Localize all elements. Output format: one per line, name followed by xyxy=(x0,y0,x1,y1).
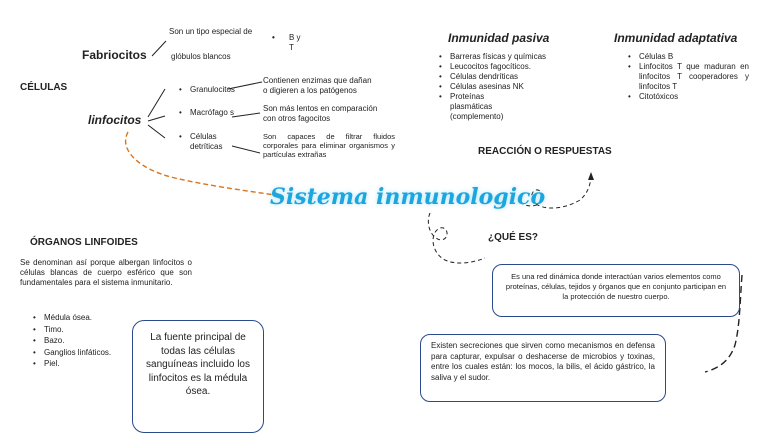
list-item: • Linfocitos T que maduran en linfocitos T cooperadores y linfocitos T xyxy=(639,62,749,92)
fuente-box xyxy=(132,320,264,433)
fabriocitos-bullet: • xyxy=(272,33,275,42)
secreciones-text: Existen secreciones que sirven como mecanismos en defensa para capturar, expulsar o deshacerse de microbios y toxinas, entre los cuales están: los mocos, la bilis, el ácido gástrico, la saliva y el sudor. xyxy=(431,341,655,382)
celulas-detriticas-desc: Son capaces de filtrar fluidos corporales para eliminar organismos y partículas extrañas xyxy=(263,132,395,159)
list-item: • Piel. xyxy=(44,358,164,370)
list-item: • Proteínas plasmáticas (complemento) xyxy=(450,92,520,122)
fabriocitos-t: T xyxy=(289,43,294,52)
fabriocitos-connector xyxy=(152,41,166,56)
inmunidad-adaptativa-title: Inmunidad adaptativa xyxy=(614,31,738,45)
definition-text: Es una red dinámica donde interactúan varios elementos como proteínas, células, tejidos y órganos que en conjunto participan en la protección de nuestro cuerpo. xyxy=(505,272,727,301)
list-item: • Leucocitos fagocíticos. xyxy=(450,62,570,72)
fabriocitos-b: B y xyxy=(289,33,301,42)
list-item: • Citotóxicos xyxy=(639,92,749,102)
inmunidad-pasiva-list xyxy=(438,52,570,122)
list-item: • Bazo. xyxy=(44,335,164,347)
linfocitos-label: linfocitos xyxy=(88,113,142,127)
list-item: • Médula ósea. xyxy=(44,312,164,324)
list-item: • Timo. xyxy=(44,324,164,336)
organos-title: ÓRGANOS LINFOIDES xyxy=(30,237,138,248)
que-es-title: ¿QUÉ ES? xyxy=(488,232,539,243)
organos-desc: Se denominan así porque albergan linfocitos o células blancas de cuerpo esférico que son fundamentales para el sistema inmunitario. xyxy=(20,258,192,287)
fuente-text: La fuente principal de todas las células sanguíneas incluido los linfocitos es la médula ósea. xyxy=(146,332,250,397)
linfocitos-type-macrofagos xyxy=(178,108,238,118)
inmunidad-pasiva-title: Inmunidad pasiva xyxy=(448,31,550,45)
list-item: • Ganglios linfáticos. xyxy=(44,347,164,359)
reaccion-title: REACCIÓN O RESPUESTAS xyxy=(478,146,612,157)
list-item: • Células detríticas xyxy=(190,132,238,152)
list-item: • Granulocitos xyxy=(190,85,242,95)
fabriocitos-desc-line1: Son un tipo especial de xyxy=(169,27,253,36)
que-es-dashed-connector xyxy=(428,213,485,263)
celulas-heading: CÉLULAS xyxy=(20,82,68,93)
linfocitos-connector-celulas xyxy=(148,125,165,138)
list-item: • Células B xyxy=(639,52,749,62)
list-item: • Células dendríticas xyxy=(450,72,570,82)
inmunidad-adaptativa-list xyxy=(627,52,749,102)
list-item: • Macrófago s xyxy=(190,108,238,118)
macrofagos-desc: Son más lentos en comparación con otros fagocitos xyxy=(263,104,378,123)
granulocitos-desc: Contienen enzimas que dañan o digieren a los patógenos xyxy=(263,76,372,95)
fabriocitos-desc-line2: glóbulos blancos xyxy=(171,52,231,61)
linfocitos-connector-macrofagos xyxy=(148,116,165,121)
definition-box xyxy=(492,264,740,317)
linfocitos-connector-granulocitos xyxy=(148,89,165,117)
reaccion-arrowhead xyxy=(588,172,594,180)
secreciones-box xyxy=(420,334,666,402)
list-item: • Células asesinas NK xyxy=(450,82,570,92)
linfocitos-type-celulas xyxy=(178,132,238,152)
page-title: Sistema inmunologico xyxy=(270,184,546,210)
linfocitos-type-granulocitos xyxy=(178,85,242,95)
list-item: • Barreras físicas y químicas xyxy=(450,52,570,62)
fabriocitos-label: Fabriocitos xyxy=(82,48,147,62)
